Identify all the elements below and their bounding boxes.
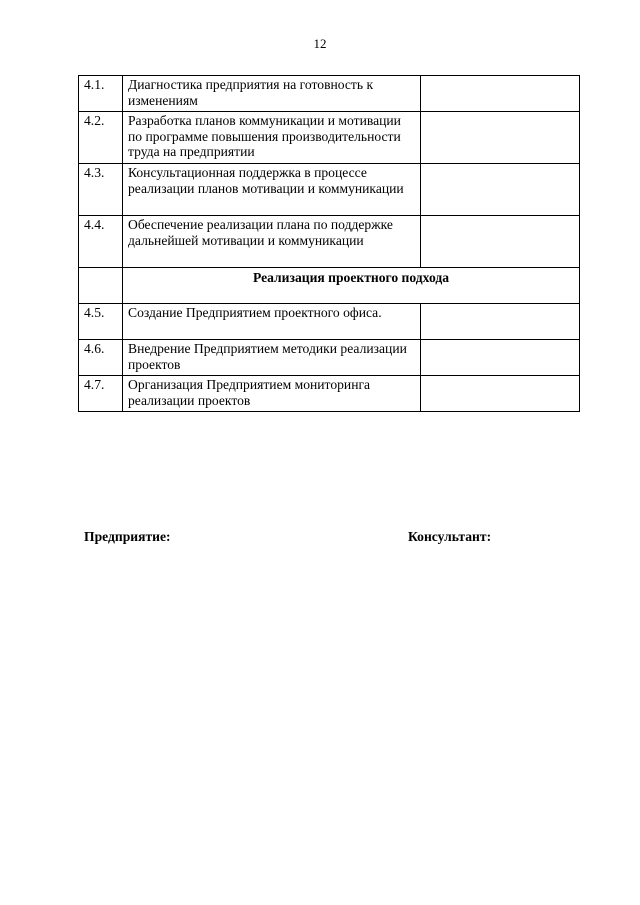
table-row xyxy=(79,112,580,164)
row-description: Создание Предприятием проектного офиса. xyxy=(123,304,421,340)
section-header-row xyxy=(79,268,580,304)
row-blank-cell xyxy=(421,112,580,164)
work-plan-table xyxy=(78,75,580,412)
row-blank-cell xyxy=(421,76,580,112)
table-row xyxy=(79,164,580,216)
row-description: Организация Предприятием мониторинга реализации проектов xyxy=(123,376,421,412)
row-number: 4.4. xyxy=(79,216,123,268)
row-blank-cell xyxy=(421,216,580,268)
row-number: 4.3. xyxy=(79,164,123,216)
consultant-signature-label: Консультант: xyxy=(408,529,492,544)
row-description: Диагностика предприятия на готовность к изменениям xyxy=(123,76,421,112)
row-description: Консультационная поддержка в процессе реализации планов мотивации и коммуникации xyxy=(123,164,421,216)
table-row xyxy=(79,304,580,340)
enterprise-signature-label: Предприятие: xyxy=(84,529,171,544)
row-description: Обеспечение реализации плана по поддержке дальнейшей мотивации и коммуникации xyxy=(123,216,421,268)
table-row xyxy=(79,76,580,112)
table-row xyxy=(79,216,580,268)
row-blank-cell xyxy=(421,376,580,412)
row-number: 4.5. xyxy=(79,304,123,340)
table-row xyxy=(79,340,580,376)
row-blank-cell xyxy=(421,304,580,340)
row-number: 4.6. xyxy=(79,340,123,376)
row-number: 4.7. xyxy=(79,376,123,412)
row-description: Внедрение Предприятием методики реализации проектов xyxy=(123,340,421,376)
row-description: Разработка планов коммуникации и мотивации по программе повышения производительности труда на предприятии xyxy=(123,112,421,164)
table-row xyxy=(79,376,580,412)
row-blank-cell xyxy=(421,164,580,216)
row-number-empty xyxy=(79,268,123,304)
row-number: 4.2. xyxy=(79,112,123,164)
section-title: Реализация проектного подхода xyxy=(123,268,580,304)
page-number: 12 xyxy=(313,36,327,51)
row-blank-cell xyxy=(421,340,580,376)
row-number: 4.1. xyxy=(79,76,123,112)
